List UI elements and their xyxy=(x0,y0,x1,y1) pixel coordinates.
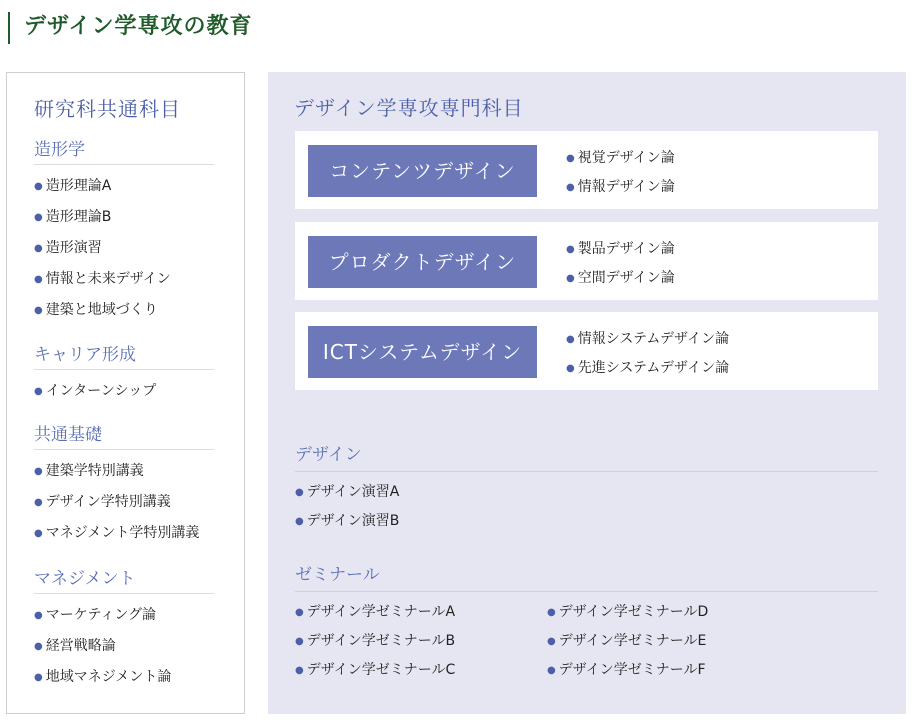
group-management xyxy=(34,564,214,693)
list-item: ● デザイン学ゼミナールD xyxy=(547,604,709,620)
design-tag: コンテンツデザイン xyxy=(308,145,537,197)
list-item: ● 視覚デザイン論 xyxy=(566,150,675,166)
bullet-icon: ● xyxy=(547,636,556,647)
bullet-icon: ● xyxy=(295,665,304,676)
design-box-ict xyxy=(295,312,878,390)
bullet-icon: ● xyxy=(547,607,556,618)
list-item: ● デザイン学ゼミナールE xyxy=(547,633,707,649)
list-item: ● 空間デザイン論 xyxy=(566,270,675,286)
section-heading: ゼミナール xyxy=(295,560,878,592)
section-heading: デザイン xyxy=(295,440,878,472)
bullet-icon: ● xyxy=(547,665,556,676)
group-heading: マネジメント xyxy=(34,564,214,594)
bullet-icon: ● xyxy=(566,273,575,284)
group-heading: 共通基礎 xyxy=(34,420,214,450)
specialized-courses-panel xyxy=(268,72,906,714)
list-item: ● デザイン学ゼミナールC xyxy=(295,662,456,678)
bullet-icon: ● xyxy=(295,516,304,527)
bullet-icon: ● xyxy=(34,212,43,223)
common-courses-title: 研究科共通科目 xyxy=(34,97,181,121)
list-item: ● 情報と未来デザイン xyxy=(34,271,171,287)
bullet-icon: ● xyxy=(34,610,43,621)
group-heading: 造形学 xyxy=(34,135,214,165)
bullet-icon: ● xyxy=(295,636,304,647)
specialized-courses-title: デザイン学専攻専門科目 xyxy=(294,96,524,120)
group-career xyxy=(34,340,214,407)
bullet-icon: ● xyxy=(34,641,43,652)
design-box-product xyxy=(295,222,878,300)
bullet-icon: ● xyxy=(34,274,43,285)
group-heading: キャリア形成 xyxy=(34,340,214,370)
list-item: ● 造形理論B xyxy=(34,209,112,225)
list-item: ● 造形演習 xyxy=(34,240,102,256)
group-zoukeigaku xyxy=(34,135,214,326)
bullet-icon: ● xyxy=(295,487,304,498)
list-item: ● デザイン演習B xyxy=(295,513,400,529)
design-tag: プロダクトデザイン xyxy=(308,236,537,288)
list-item: ● デザイン学ゼミナールF xyxy=(547,662,706,678)
design-box-contents xyxy=(295,131,878,209)
bullet-icon: ● xyxy=(34,528,43,539)
bullet-icon: ● xyxy=(566,363,575,374)
bullet-icon: ● xyxy=(34,243,43,254)
list-item: ● デザイン学ゼミナールB xyxy=(295,633,456,649)
common-courses-panel xyxy=(6,72,245,714)
list-item: ● 建築学特別講義 xyxy=(34,463,144,479)
page-title: デザイン学専攻の教育 xyxy=(24,14,253,39)
bullet-icon: ● xyxy=(34,497,43,508)
list-item: ● デザイン演習A xyxy=(295,484,400,500)
list-item: ● 地域マネジメント論 xyxy=(34,669,172,685)
bullet-icon: ● xyxy=(566,334,575,345)
bullet-icon: ● xyxy=(34,672,43,683)
list-item: ● 情報デザイン論 xyxy=(566,179,675,195)
list-item: ● インターンシップ xyxy=(34,383,157,399)
list-item: ● マネジメント学特別講義 xyxy=(34,525,200,541)
list-item: ● 造形理論A xyxy=(34,178,112,194)
list-item: ● マーケティング論 xyxy=(34,607,157,623)
list-item: ● 経営戦略論 xyxy=(34,638,116,654)
bullet-icon: ● xyxy=(34,305,43,316)
page-title-bar xyxy=(8,12,252,44)
bullet-icon: ● xyxy=(34,386,43,397)
list-item: ● 建築と地域づくり xyxy=(34,302,158,318)
list-item: ● デザイン学特別講義 xyxy=(34,494,171,510)
seminar-section xyxy=(295,560,878,688)
list-item: ● 情報システムデザイン論 xyxy=(566,331,730,347)
bullet-icon: ● xyxy=(566,182,575,193)
list-item: ● デザイン学ゼミナールA xyxy=(295,604,456,620)
list-item: ● 先進システムデザイン論 xyxy=(566,360,730,376)
design-section xyxy=(295,440,878,536)
list-item: ● 製品デザイン論 xyxy=(566,241,675,257)
bullet-icon: ● xyxy=(34,466,43,477)
bullet-icon: ● xyxy=(295,607,304,618)
bullet-icon: ● xyxy=(34,181,43,192)
group-common-basics xyxy=(34,420,214,549)
bullet-icon: ● xyxy=(566,153,575,164)
design-tag: ICTシステムデザイン xyxy=(308,326,537,378)
bullet-icon: ● xyxy=(566,244,575,255)
